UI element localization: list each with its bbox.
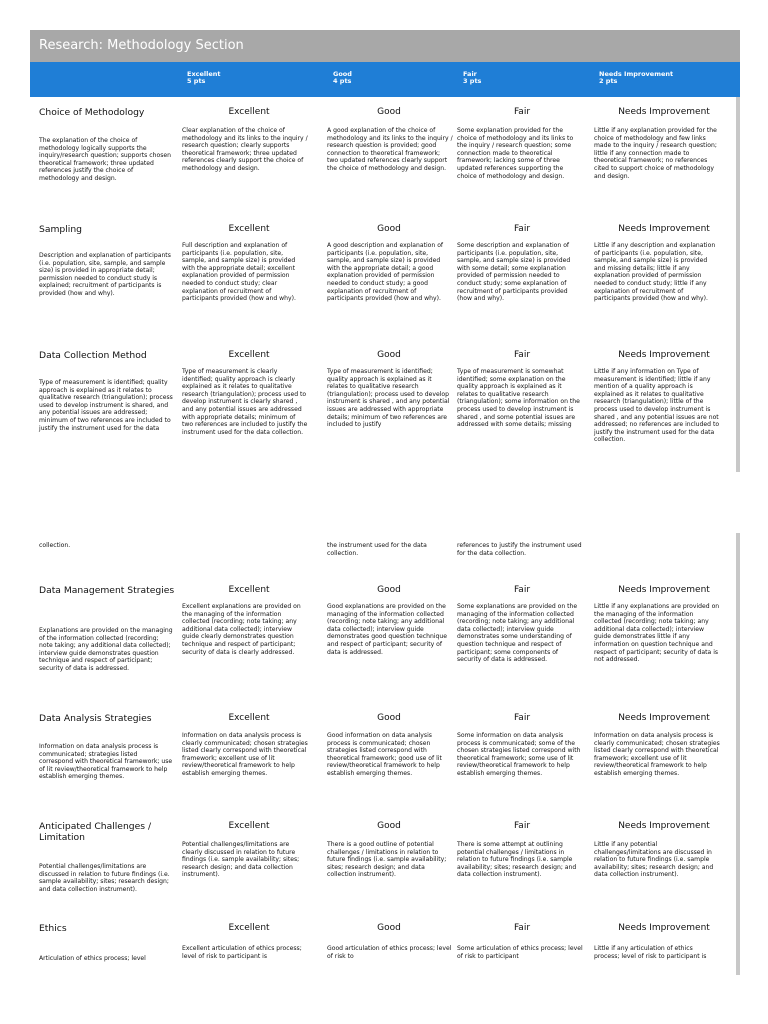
level-desc-good: Good articulation of ethics process; level of risk to xyxy=(327,945,452,960)
level-desc-excellent: Potential challenges/limitations are clearly discussed in relation to future findings (i.e. sample availability; sites; research design; and data collection instrument). xyxy=(182,841,300,879)
criterion-title: Anticipated Challenges / Limitation xyxy=(39,821,152,843)
criterion-title: Data Management Strategies xyxy=(39,585,175,596)
criterion-title: Ethics xyxy=(39,923,67,934)
level-desc-needs-improvement: Little if any potential challenges/limitations are discussed in relation to future findings (i.e. sample availability; sites; research design; and data collection instrument). xyxy=(594,841,714,879)
rubric-title: Research: Methodology Section xyxy=(30,30,740,62)
level-desc-good: Type of measurement is identified; quality approach is explained as it relates to qualitative research (triangulation); process used to develop instrument is shared , and any potential issues are addressed with appropriate details; minimum of two references are included to justify xyxy=(327,368,450,429)
criterion-title: Data Analysis Strategies xyxy=(39,713,152,724)
level-title-excellent: Excellent xyxy=(228,107,270,117)
level-title-fair: Fair xyxy=(513,224,531,234)
criterion-title: Data Collection Method xyxy=(39,350,147,361)
header-fair xyxy=(463,71,481,85)
level-title-good: Good xyxy=(377,107,401,117)
header-points: 3 pts xyxy=(463,77,482,85)
level-desc-excellent: Type of measurement is clearly identified; quality approach is clearly explained as it relates to qualitative research (triangulation); process used to develop instrument is clearly shared , and any potential issues are addressed with appropriate details; minimum of two references are included to justify the instrument used for the data collection. xyxy=(182,368,308,436)
level-title-excellent: Excellent xyxy=(228,585,270,595)
level-desc-good: A good explanation of the choice of methodology and its links to the inquiry / research question is provided; good connection to theoretical framework; two updated references clearly support the choice of methodology and design. xyxy=(327,127,453,172)
level-desc-needs-improvement: Little if any description and explanation of participants (i.e. population, site, sample, and sample size) is provided and missing details; little if any explanation provided of permission needed to conduct study; little if any explanation of recruitment of participants provided (how and why). xyxy=(594,242,716,303)
level-desc-fair: Some information on data analysis process is communicated; some of the chosen strategies listed correspond with theoretical framework; some use of lit review/theoretical framework to help establish emerging themes. xyxy=(457,732,581,777)
criterion-description: Potential challenges/limitations are discussed in relation to future findings (i.e. sample availability; sites; research design; and data collection instrument). xyxy=(39,863,170,893)
criterion-description: Explanations are provided on the managing of the information collected (recording; note taking; any additional data collected); interview guide demonstrates question technique and respect of participant; security of data is addressed. xyxy=(39,627,173,672)
level-title-fair: Fair xyxy=(513,350,531,360)
level-desc-fair: Type of measurement is somewhat identified; some explanation on the quality approach is explained as it relates to qualitative research (triangulation); some information on the process used to develop instrument is shared , and some potential issues are addressed with some details; missing xyxy=(457,368,580,429)
level-desc-good: There is a good outline of potential challenges / limitations in relation to future findings (i.e. sample availability; sites; research design; and data collection instrument). xyxy=(327,841,447,879)
level-title-fair: Fair xyxy=(513,585,531,595)
level-desc-needs-improvement: Little if any information on Type of measurement is identified; little if any mention of a quality approach is explained as it relates to qualitative research (triangulation); little of the process used to develop instrument is shared , and any potential issues are not addressed; no references are included to justify the instrument used for the data collection. xyxy=(594,368,720,444)
header-points: 5 pts xyxy=(187,77,206,85)
level-desc-good: A good description and explanation of participants (i.e. population, site, sample, and sample size) is provided with the appropriate detail; a good explanation provided of permission needed to conduct study; a good explanation of recruitment of participants provided (how and why). xyxy=(327,242,444,303)
level-desc-needs-improvement: Little if any explanation provided for the choice of methodology and few links made to the inquiry / research question; little if any connection made to theoretical framework; no references cited to support choice of methodology and design. xyxy=(594,127,717,180)
scrollbar[interactable] xyxy=(736,97,740,472)
header-label: Good xyxy=(333,70,352,78)
criterion-title: Sampling xyxy=(39,224,83,235)
level-title-fair: Fair xyxy=(513,107,531,117)
rubric-page-2 xyxy=(30,533,740,975)
continuation-good: the instrument used for the data collection. xyxy=(327,542,427,557)
criterion-description: Description and explanation of participants (i.e. population, site, sample, and sample size) is provided in appropriate detail; permission needed to conduct study is explained; recruitment of participants is provided (how and why). xyxy=(39,252,171,297)
rubric-page-1 xyxy=(30,30,740,472)
level-title-excellent: Excellent xyxy=(228,350,270,360)
level-title-needs-improvement: Needs Improvement xyxy=(618,821,710,831)
criterion-description: Information on data analysis process is communicated; strategies listed correspond with theoretical framework; use of lit review/theoretical framework to help establish emerging themes. xyxy=(39,743,173,781)
level-title-excellent: Excellent xyxy=(228,923,270,933)
level-desc-excellent: Excellent articulation of ethics process; level of risk to participant is xyxy=(182,945,302,960)
level-title-excellent: Excellent xyxy=(228,821,270,831)
rubric-header-row xyxy=(30,62,740,97)
level-title-needs-improvement: Needs Improvement xyxy=(618,923,710,933)
level-title-good: Good xyxy=(377,224,401,234)
level-desc-fair: Some explanations are provided on the managing of the information collected (recording; note taking; any additional data collected); interview guide demonstrates some understanding of question technique and respect of participant; some components of security of data is addressed. xyxy=(457,603,578,664)
level-title-good: Good xyxy=(377,923,401,933)
criterion-description: The explanation of the choice of methodology logically supports the inquiry/research question; supports chosen theoretical framework; three updated references justify the choice of methodology and design. xyxy=(39,137,171,182)
level-desc-excellent: Clear explanation of the choice of methodology and its links to the inquiry / research question; clearly supports theoretical framework; three updated references clearly support the choice of methodology and design. xyxy=(182,127,308,172)
level-desc-excellent: Full description and explanation of participants (i.e. population, site, sample, and sample size) is provided with the appropriate detail; excellent explanation provided of permission needed to conduct study; clear explanation of recruitment of participants provided (how and why). xyxy=(182,242,296,303)
header-points: 4 pts xyxy=(333,77,352,85)
level-desc-good: Good explanations are provided on the managing of the information collected (recording; note taking; any additional data collected); interview guide demonstrates good question technique and respect of participant; security of data is addressed. xyxy=(327,603,447,656)
criterion-description: Articulation of ethics process; level xyxy=(39,955,146,962)
level-title-needs-improvement: Needs Improvement xyxy=(618,224,710,234)
level-desc-excellent: Information on data analysis process is clearly communicated; chosen strategies listed clearly correspond with theoretical framework; excellent use of lit review/theoretical framework to help establish emerging themes. xyxy=(182,732,308,777)
level-desc-fair: Some articulation of ethics process; level of risk to participant xyxy=(457,945,583,960)
continuation-description: collection. xyxy=(39,542,71,549)
header-label: Excellent xyxy=(187,70,221,78)
level-title-needs-improvement: Needs Improvement xyxy=(618,713,710,723)
level-desc-needs-improvement: Little if any explanations are provided on the managing of the information collected (recording; note taking; any additional data collected); interview guide demonstrates little if any information on question technique and respect of participant; security of data is not addressed. xyxy=(594,603,720,664)
level-desc-fair: There is some attempt at outlining potential challenges / limitations in relation to future findings (i.e. sample availability; sites; research design; and data collection instrument). xyxy=(457,841,577,879)
criterion-description: Type of measurement is identified; quality approach is explained as it relates to qualitative research (triangulation); process used to develop instrument is shared, and any potential issues are addressed; minimum of two references are included to justify the instrument used for the data xyxy=(39,379,173,432)
scrollbar[interactable] xyxy=(736,533,740,975)
header-needs-improvement xyxy=(599,71,673,85)
header-label: Fair xyxy=(463,70,477,78)
level-title-good: Good xyxy=(377,713,401,723)
level-title-needs-improvement: Needs Improvement xyxy=(618,107,710,117)
header-label: Needs Improvement xyxy=(599,70,674,78)
header-points: 2 pts xyxy=(599,77,618,85)
level-title-good: Good xyxy=(377,585,401,595)
level-title-good: Good xyxy=(377,350,401,360)
level-desc-fair: Some description and explanation of participants (i.e. population, site, sample, and sample size) is provided with some detail; some explanation provided of permission needed to conduct study; some explanation of recruitment of participants provided (how and why). xyxy=(457,242,571,303)
level-desc-excellent: Excellent explanations are provided on the managing of the information collected (recording; note taking; any additional data collected); interview guide clearly demonstrates question technique and respect of participant; security of data is clearly addressed. xyxy=(182,603,301,656)
level-desc-needs-improvement: Information on data analysis process is clearly communicated; chosen strategies listed clearly correspond with theoretical framework; excellent use of lit review/theoretical framework to help establish emerging themes. xyxy=(594,732,720,777)
level-title-excellent: Excellent xyxy=(228,224,270,234)
continuation-fair: references to justify the instrument used for the data collection. xyxy=(457,542,582,557)
level-title-needs-improvement: Needs Improvement xyxy=(618,350,710,360)
level-title-excellent: Excellent xyxy=(228,713,270,723)
level-desc-needs-improvement: Little if any articulation of ethics process; level of risk to participant is xyxy=(594,945,707,960)
level-title-needs-improvement: Needs Improvement xyxy=(618,585,710,595)
criterion-title: Choice of Methodology xyxy=(39,107,145,118)
header-excellent xyxy=(187,71,221,85)
level-title-fair: Fair xyxy=(513,713,531,723)
header-good xyxy=(333,71,352,85)
level-title-good: Good xyxy=(377,821,401,831)
level-title-fair: Fair xyxy=(513,923,531,933)
level-desc-fair: Some explanation provided for the choice of methodology and its links to the inquiry / research question; some connection made to theoretical framework; lacking some of three updated references supporting the choice of methodology and design. xyxy=(457,127,574,180)
level-title-fair: Fair xyxy=(513,821,531,831)
level-desc-good: Good information on data analysis process is communicated; chosen strategies listed correspond with theoretical framework; good use of lit review/theoretical framework to help establish emerging themes. xyxy=(327,732,442,777)
